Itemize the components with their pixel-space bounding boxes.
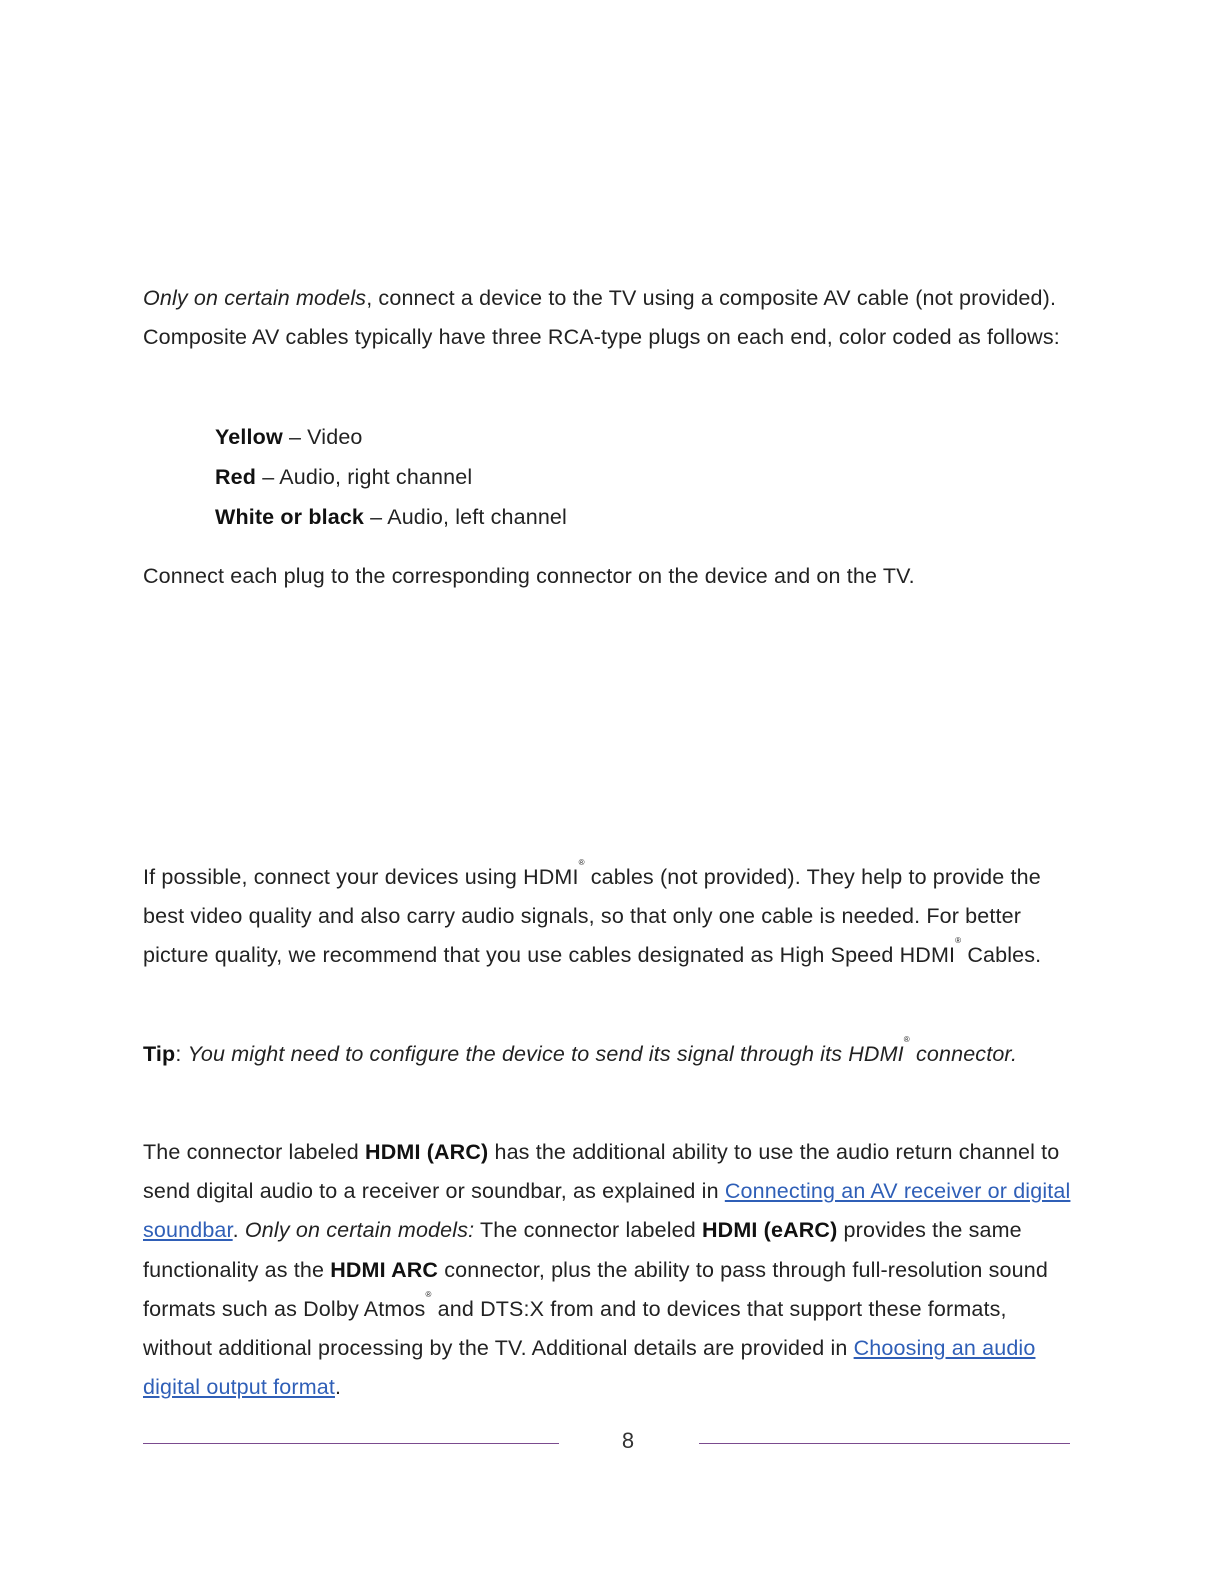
arc-text: The connector labeled bbox=[474, 1218, 702, 1243]
hdmi-arc-connector-label: HDMI ARC bbox=[330, 1257, 439, 1282]
list-item bbox=[215, 497, 915, 537]
registered-mark: ® bbox=[903, 1035, 910, 1044]
connect-paragraph: Connect each plug to the corresponding connector on the device and on the TV. bbox=[143, 564, 915, 588]
link-connecting-av-receiver[interactable]: Connecting an AV receiver or digital soundbar bbox=[143, 1179, 1071, 1243]
hdmi-text: cables (not provided). They help to provide the best video quality and also carry audio signals, so that only one cable is needed. For better picture quality, we recommend that you use cables designated as High Speed HDMI bbox=[143, 865, 1041, 968]
hdmi-text: If possible, connect your devices using HDMI bbox=[143, 865, 579, 889]
list-item-label: Yellow bbox=[215, 425, 283, 449]
list-item-desc: – Audio, left channel bbox=[364, 505, 567, 529]
footer-rule-left bbox=[143, 1443, 559, 1444]
arc-paragraph bbox=[143, 1133, 1073, 1407]
hdmi-arc-label: HDMI (ARC) bbox=[365, 1140, 489, 1164]
arc-text: provides the same functionality as the bbox=[143, 1218, 1022, 1282]
intro-text: , connect a device to the TV using a composite AV cable (not provided). Composite AV cables typically have three RCA-type plugs on each end, color coded as follows: bbox=[143, 286, 1060, 350]
footer-rule-right bbox=[699, 1443, 1070, 1444]
arc-text: The connector labeled bbox=[143, 1140, 366, 1164]
arc-text: . bbox=[232, 1218, 245, 1243]
hdmi-earc-label: HDMI (eARC) bbox=[702, 1218, 838, 1243]
tip-text: connector. bbox=[909, 1042, 1018, 1066]
list-item bbox=[215, 417, 915, 457]
hdmi-intro-paragraph bbox=[143, 858, 1073, 976]
list-item bbox=[215, 457, 915, 497]
arc-text: has the additional ability to use the audio return channel to send digital audio to a receiver or soundbar, as explained in bbox=[143, 1140, 1060, 1204]
list-item-desc: – Video bbox=[282, 425, 363, 449]
certain-models-italic: Only on certain models: bbox=[244, 1218, 475, 1243]
page-number: 8 bbox=[621, 1428, 635, 1453]
arc-text: . bbox=[334, 1375, 342, 1400]
tip-colon: : bbox=[175, 1042, 188, 1066]
list-item-label: Red bbox=[215, 465, 257, 489]
tip-label: Tip bbox=[143, 1042, 176, 1066]
arc-text: and DTS:X from and to devices that support these formats, without additional processing by the TV. Additional details are provided in bbox=[143, 1296, 1007, 1361]
color-code-list bbox=[215, 417, 915, 537]
hdmi-text: Cables. bbox=[961, 943, 1042, 968]
list-item-label: White or black bbox=[215, 505, 365, 529]
link-audio-output-format[interactable]: Choosing an audio digital output format bbox=[143, 1336, 1036, 1400]
registered-mark: ® bbox=[955, 936, 962, 946]
composite-intro-paragraph bbox=[143, 279, 1073, 357]
registered-mark: ® bbox=[425, 1289, 432, 1299]
intro-italic: Only on certain models bbox=[143, 286, 367, 310]
list-item-desc: – Audio, right channel bbox=[256, 465, 473, 489]
tip-text: You might need to configure the device to send its signal through its HDMI bbox=[187, 1042, 904, 1066]
arc-text: connector, plus the ability to pass through full-resolution sound formats such as Dolby Atmos bbox=[143, 1257, 1048, 1321]
registered-mark: ® bbox=[578, 858, 585, 867]
tip-paragraph bbox=[143, 1035, 1073, 1074]
